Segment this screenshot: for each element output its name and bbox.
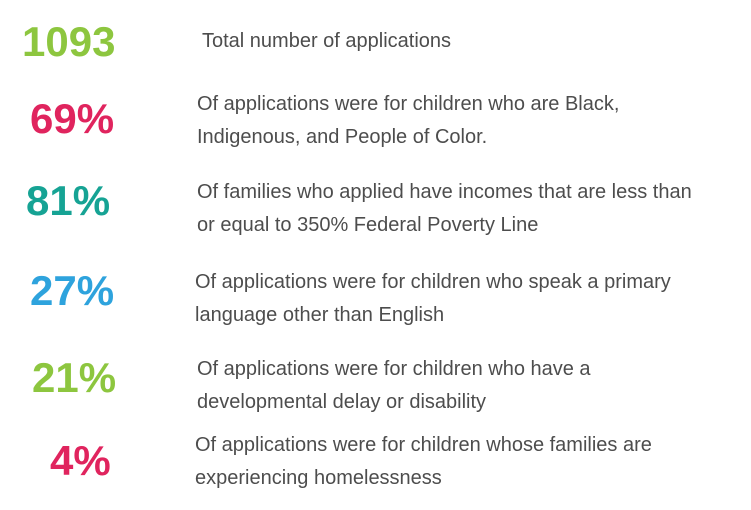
stat-description: Of families who applied have incomes that are less than or equal to 350% Federal Poverty Line: [197, 181, 692, 236]
stat-description: Of applications were for children who have a developmental delay or disability: [197, 358, 591, 413]
stat-value: 27%: [30, 267, 115, 314]
stat-description: Of applications were for children who are Black, Indigenous, and People of Color.: [197, 93, 620, 148]
stat-value: 1093: [22, 18, 116, 65]
stat-description: Of applications were for children whose families are experiencing homelessness: [195, 434, 652, 489]
stat-value: 81%: [26, 177, 111, 224]
stat-description: Of applications were for children who speak a primary language other than English: [195, 271, 671, 326]
stat-value: 21%: [32, 354, 117, 401]
stat-value: 69%: [30, 95, 115, 142]
stat-value: 4%: [50, 437, 111, 484]
stat-description: Total number of applications: [202, 30, 452, 52]
